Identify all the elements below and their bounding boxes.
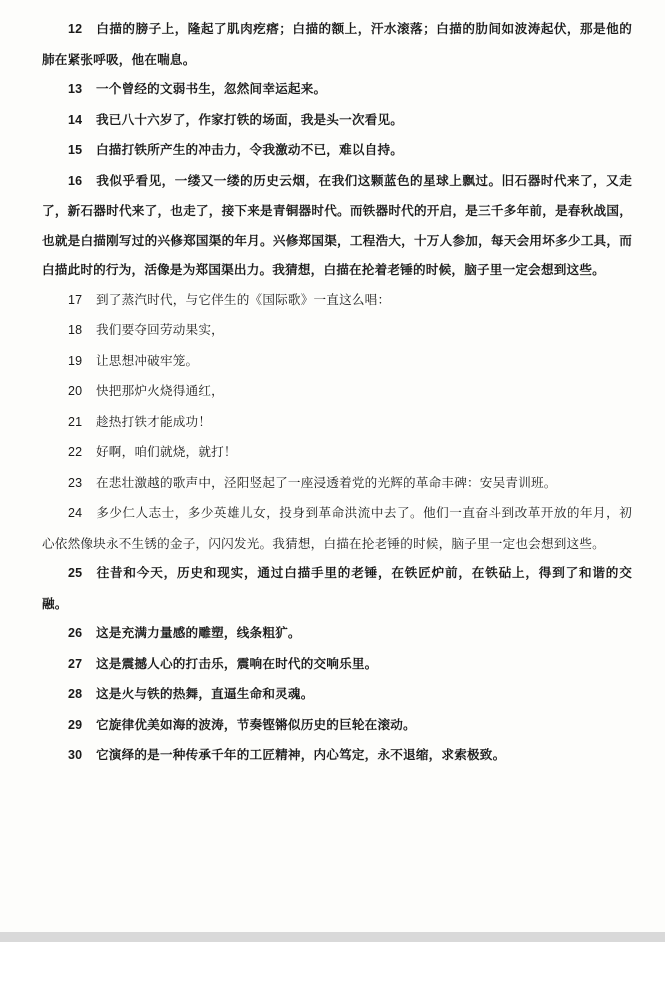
paragraph-16 [42,166,632,285]
paragraph-text: 好啊，咱们就烧，就打！ [96,444,237,459]
paragraph-number: 13 [68,82,83,96]
paragraph-14 [42,105,632,136]
paragraph-30 [42,740,632,771]
paragraph-text: 多少仁人志士，多少英雄儿女，投身到革命洪流中去了。他们一直奋斗到改革开放的年月，初心依然像块永不生锈的金子，闪闪发光。我猜想，白描在抡老锤的时候，脑子里一定也会想到这些。 [42,505,632,551]
paragraph-24 [42,498,632,558]
paragraph-text: 我似乎看见，一缕又一缕的历史云烟，在我们这颗蓝色的星球上飘过。旧石器时代来了，又走了，新石器时代来了，也走了，接下来是青铜器时代。而铁器时代的开启，是三千多年前，是春秋战国，也就是白描刚写过的兴修郑国渠的年月。兴修郑国渠，工程浩大，十万人参加，每天会用坏多少工具，而白描此时的行为，活像是为郑国渠出力。我猜想，白描在抡着老锤的时候，脑子里一定会想到这些。 [42,172,632,277]
paragraph-text: 让思想冲破牢笼。 [96,352,199,368]
paragraph-number: 17 [68,292,83,307]
paragraph-text: 这是充满力量感的雕塑，线条粗犷。 [96,625,301,640]
paragraph-number: 14 [68,112,83,127]
paragraph-text: 在悲壮激越的歌声中，泾阳竖起了一座浸透着党的光辉的革命丰碑：安吴青训班。 [96,474,557,490]
paragraph-15 [42,135,632,166]
paragraph-27 [42,649,632,680]
paragraph-25 [42,558,632,618]
paragraph-text: 它演绎的是一种传承千年的工匠精神，内心笃定，永不退缩，求索极致。 [96,747,506,762]
paragraph-text: 我已八十六岁了，作家打铁的场面，我是头一次看见。 [96,111,404,127]
paragraph-20 [42,376,632,407]
paragraph-text: 这是火与铁的热舞，直逼生命和灵魂。 [96,686,314,701]
paragraph-28 [42,679,632,710]
paragraph-18 [42,315,632,346]
paragraph-number: 28 [68,687,83,701]
paragraph-number: 19 [68,353,83,368]
paragraph-23 [42,468,632,499]
paragraph-number: 21 [68,414,83,429]
paragraph-12 [42,14,632,74]
page-divider [0,932,665,942]
paragraph-text: 到了蒸汽时代，与它伴生的《国际歌》一直这么唱： [96,291,391,307]
paragraph-number: 16 [68,173,83,188]
paragraph-text: 我们要夺回劳动果实， [96,322,224,337]
paragraph-number: 20 [68,384,83,398]
document-body [42,14,632,771]
paragraph-number: 24 [68,506,83,520]
paragraph-number: 23 [68,475,83,490]
paragraph-text: 快把那炉火烧得通红， [96,383,224,398]
paragraph-number: 15 [68,143,83,157]
paragraph-19 [42,346,632,377]
paragraph-number: 29 [68,717,83,732]
paragraph-number: 12 [68,22,83,36]
paragraph-text: 白描的膀子上，隆起了肌肉疙瘩；白描的额上，汗水滚落；白描的肋间如波涛起伏，那是他的肺在紧张呼吸，他在喘息。 [42,21,632,67]
paragraph-26 [42,618,632,649]
paragraph-text: 白描打铁所产生的冲击力，令我激动不已，难以自持。 [96,142,404,157]
blank-area [0,942,665,983]
paragraph-number: 27 [68,656,83,671]
paragraph-13 [42,74,632,105]
paragraph-text: 趁热打铁才能成功！ [96,413,212,429]
paragraph-text: 往昔和今天，历史和现实，通过白描手里的老锤，在铁匠炉前，在铁砧上，得到了和谐的交融。 [42,565,632,611]
paragraph-text: 这是震撼人心的打击乐，震响在时代的交响乐里。 [96,655,378,671]
paragraph-number: 25 [68,566,83,580]
paragraph-number: 22 [68,445,83,459]
paragraph-21 [42,407,632,438]
paragraph-number: 30 [68,748,83,762]
paragraph-22 [42,437,632,468]
paragraph-number: 26 [68,626,83,640]
paragraph-number: 18 [68,323,83,337]
paragraph-text: 一个曾经的文弱书生，忽然间幸运起来。 [96,81,327,96]
paragraph-text: 它旋律优美如海的波涛，节奏铿锵似历史的巨轮在滚动。 [96,716,416,732]
paragraph-29 [42,710,632,741]
paragraph-17 [42,285,632,316]
